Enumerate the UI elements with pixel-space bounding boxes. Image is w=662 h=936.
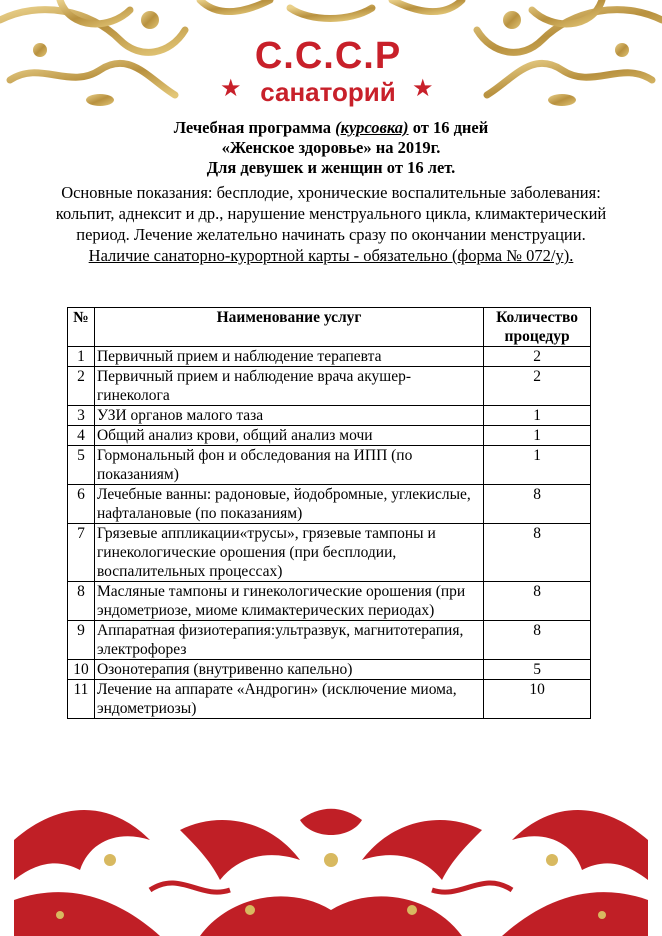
col-name-header: Наименование услуг bbox=[94, 308, 483, 347]
indications-paragraph: Основные показания: бесплодие, хронические воспалительные заболевания: кольпит, аднексит и др., нарушение менструального цикла, климактерический период. Лечение желательно начинать сразу по окончании менструации. bbox=[55, 183, 607, 244]
service-name: Грязевые аппликации«трусы», грязевые тампоны и гинекологические орошения (при бесплодии, воспалительных процессах) bbox=[94, 524, 483, 582]
service-name: УЗИ органов малого таза bbox=[94, 406, 483, 426]
table-row bbox=[68, 621, 591, 660]
table-row bbox=[68, 446, 591, 485]
table-row bbox=[68, 485, 591, 524]
services-table bbox=[67, 307, 591, 719]
table-row bbox=[68, 582, 591, 621]
service-name: Гормональный фон и обследования на ИПП (по показаниям) bbox=[94, 446, 483, 485]
required-card-note: Наличие санаторно-курортной карты - обязательно (форма № 072/у). bbox=[88, 246, 574, 265]
row-number: 5 bbox=[68, 446, 95, 485]
col-qty-header: Количество процедур bbox=[484, 308, 591, 347]
service-name: Масляные тампоны и гинекологические орошения (при эндометриозе, миоме климактерических периодах) bbox=[94, 582, 483, 621]
row-number: 9 bbox=[68, 621, 95, 660]
course-note: (курсовка) bbox=[335, 118, 409, 137]
row-number: 10 bbox=[68, 660, 95, 680]
row-number: 4 bbox=[68, 426, 95, 446]
table-row bbox=[68, 524, 591, 582]
table-header-row bbox=[68, 308, 591, 347]
row-number: 7 bbox=[68, 524, 95, 582]
logo-subtitle: санаторий bbox=[260, 77, 396, 107]
indications-text bbox=[30, 182, 632, 266]
heading-line-1: Лечебная программа (курсовка) от 16 дней bbox=[173, 118, 489, 137]
procedure-count: 2 bbox=[484, 347, 591, 367]
table-row bbox=[68, 406, 591, 426]
row-number: 6 bbox=[68, 485, 95, 524]
row-number: 11 bbox=[68, 680, 95, 719]
procedure-count: 10 bbox=[484, 680, 591, 719]
service-name: Озонотерапия (внутривенно капельно) bbox=[94, 660, 483, 680]
service-name: Первичный прием и наблюдение врача акушер-гинеколога bbox=[94, 367, 483, 406]
table-body bbox=[68, 347, 591, 719]
procedure-count: 8 bbox=[484, 621, 591, 660]
procedure-count: 1 bbox=[484, 406, 591, 426]
heading-line-3: Для девушек и женщин от 16 лет. bbox=[206, 158, 456, 177]
col-num-header: № bbox=[68, 308, 95, 347]
procedure-count: 1 bbox=[484, 446, 591, 485]
table-row bbox=[68, 680, 591, 719]
procedure-count: 5 bbox=[484, 660, 591, 680]
procedure-count: 8 bbox=[484, 485, 591, 524]
table-row bbox=[68, 426, 591, 446]
program-heading bbox=[20, 118, 642, 178]
service-name: Общий анализ крови, общий анализ мочи bbox=[94, 426, 483, 446]
procedure-count: 1 bbox=[484, 426, 591, 446]
service-name: Аппаратная физиотерапия:ультразвук, магнитотерапия, электрофорез bbox=[94, 621, 483, 660]
star-icon: ★ bbox=[220, 74, 242, 102]
service-name: Лечение на аппарате «Андрогин» (исключение миома, эндометриозы) bbox=[94, 680, 483, 719]
service-name: Первичный прием и наблюдение терапевта bbox=[94, 347, 483, 367]
table-row bbox=[68, 347, 591, 367]
sanatorium-logo bbox=[218, 30, 438, 114]
bottom-red-ornament bbox=[0, 800, 662, 936]
star-icon: ★ bbox=[412, 74, 434, 102]
table-row bbox=[68, 367, 591, 406]
procedure-count: 8 bbox=[484, 582, 591, 621]
row-number: 1 bbox=[68, 347, 95, 367]
table-row bbox=[68, 660, 591, 680]
row-number: 2 bbox=[68, 367, 95, 406]
row-number: 8 bbox=[68, 582, 95, 621]
procedure-count: 2 bbox=[484, 367, 591, 406]
service-name: Лечебные ванны: радоновые, йодобромные, углекислые, нафталановые (по показаниям) bbox=[94, 485, 483, 524]
heading-line-2: «Женское здоровье» на 2019г. bbox=[221, 138, 441, 157]
logo-title: С.С.С.Р bbox=[254, 35, 402, 77]
row-number: 3 bbox=[68, 406, 95, 426]
procedure-count: 8 bbox=[484, 524, 591, 582]
